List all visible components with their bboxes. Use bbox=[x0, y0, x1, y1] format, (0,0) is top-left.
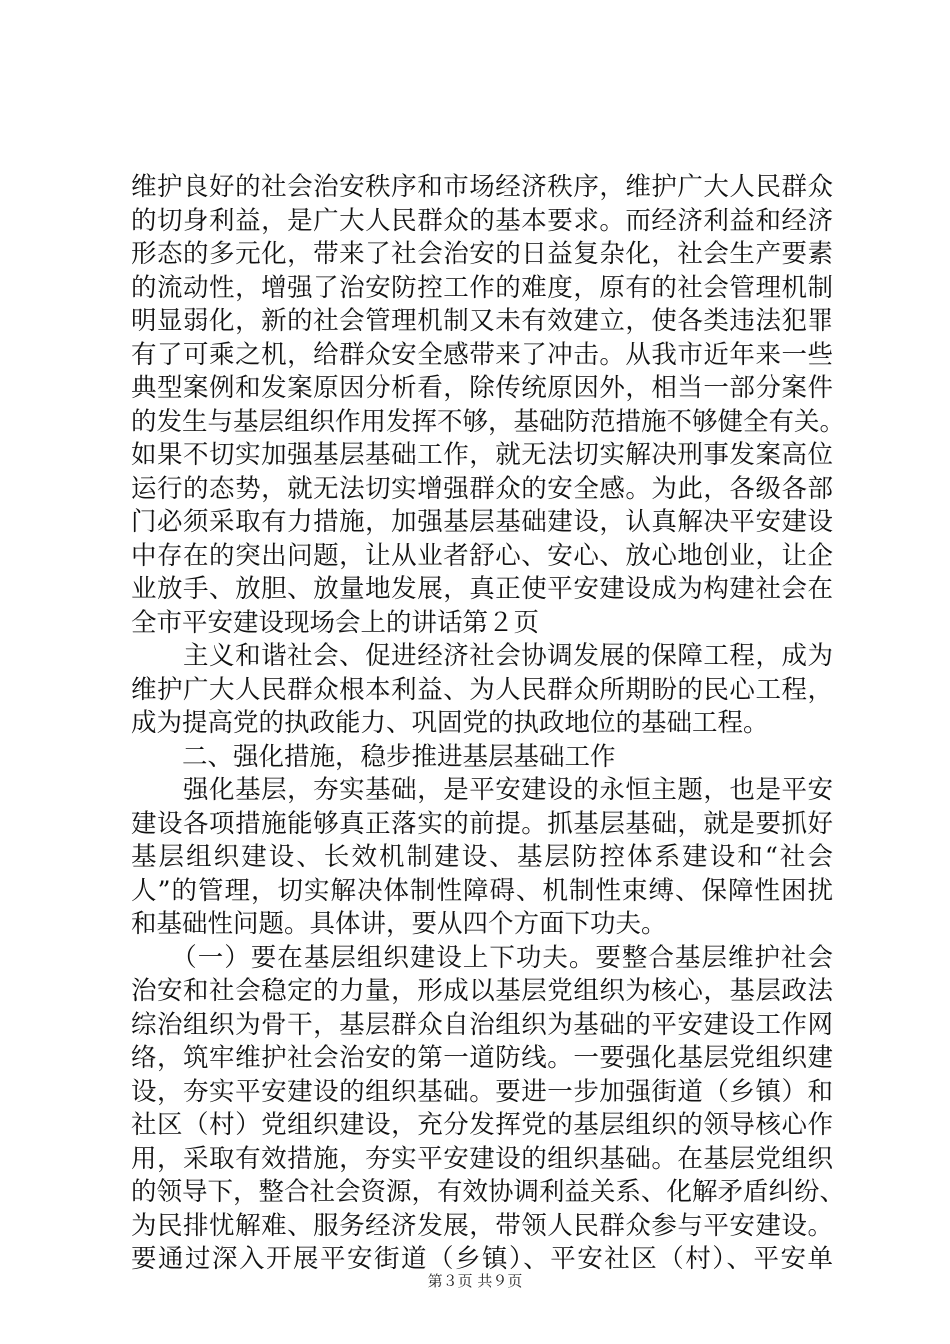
text-line: 强化基层，夯实基础，是平安建设的永恒主题，也是平安 bbox=[131, 775, 833, 805]
text-line: 业放手、放胆、放量地发展，真正使平安建设成为构建社会在 bbox=[131, 574, 833, 604]
text-line: 明显弱化，新的社会管理机制又未有效建立，使各类违法犯罪 bbox=[131, 306, 833, 336]
text-line: 有了可乘之机，给群众安全感带来了冲击。从我市近年来一些 bbox=[131, 339, 833, 370]
text-line: 形态的多元化，带来了社会治安的日益复杂化，社会生产要素 bbox=[131, 239, 833, 269]
text-line: 门必须采取有力措施，加强基层基础建设，认真解决平安建设 bbox=[131, 507, 833, 537]
text-line: 如果不切实加强基层基础工作，就无法切实解决刑事发案高位 bbox=[131, 440, 833, 470]
text-line: 治安和社会稳定的力量，形成以基层党组织为核心，基层政法 bbox=[131, 976, 833, 1006]
text-line: 全市平安建设现场会上的讲话第２页 bbox=[131, 607, 540, 638]
text-line: 运行的态势，就无法切实增强群众的安全感。为此，各级各部 bbox=[131, 473, 833, 504]
page-footer: 第３页 共９页 bbox=[427, 1272, 523, 1290]
text-line: 二、强化措施，稳步推进基层基础工作 bbox=[131, 741, 616, 772]
text-line: 主义和谐社会、促进经济社会协调发展的保障工程，成为 bbox=[131, 641, 833, 671]
text-line: 设，夯实平安建设的组织基础。要进一步加强街道（乡镇）和 bbox=[131, 1076, 833, 1107]
text-line: 为民排忧解难、服务经济发展，带领人民群众参与平安建设。 bbox=[131, 1210, 833, 1241]
text-line: 人”的管理，切实解决体制性障碍、机制性束缚、保障性困扰 bbox=[131, 875, 833, 906]
text-line: 典型案例和发案原因分析看，除传统原因外，相当一部分案件 bbox=[131, 373, 833, 403]
text-line: 社区（村）党组织建设，充分发挥党的基层组织的领导核心作 bbox=[131, 1110, 833, 1140]
text-line: 的发生与基层组织作用发挥不够，基础防范措施不够健全有关。 bbox=[131, 406, 846, 437]
text-line: 的流动性，增强了治安防控工作的难度，原有的社会管理机制 bbox=[131, 272, 833, 303]
text-line: 和基础性问题。具体讲，要从四个方面下功夫。 bbox=[131, 909, 667, 939]
text-line: 基层组织建设、长效机制建设、基层防控体系建设和“社会 bbox=[131, 842, 833, 872]
text-line: （一）要在基层组织建设上下功夫。要整合基层维护社会 bbox=[131, 942, 833, 973]
body-text bbox=[131, 171, 846, 1277]
text-line: 综治组织为骨干，基层群众自治组织为基础的平安建设工作网 bbox=[131, 1009, 833, 1040]
text-line: 的切身利益，是广大人民群众的基本要求。而经济利益和经济 bbox=[131, 205, 833, 236]
text-line: 成为提高党的执政能力、巩固党的执政地位的基础工程。 bbox=[131, 708, 769, 738]
text-line: 维护良好的社会治安秩序和市场经济秩序，维护广大人民群众 bbox=[131, 172, 833, 202]
text-line: 要通过深入开展平安街道（乡镇）、平安社区（村）、平安单 bbox=[131, 1244, 833, 1274]
text-line: 络，筑牢维护社会治安的第一道防线。一要强化基层党组织建 bbox=[131, 1043, 833, 1073]
text-line: 中存在的突出问题，让从业者舒心、安心、放心地创业，让企 bbox=[131, 540, 833, 571]
text-line: 维护广大人民群众根本利益、为人民群众所期盼的民心工程， bbox=[131, 674, 833, 705]
text-line: 用，采取有效措施，夯实平安建设的组织基础。在基层党组织 bbox=[131, 1143, 833, 1174]
text-line: 的领导下，整合社会资源，有效协调利益关系、化解矛盾纠纷、 bbox=[131, 1177, 846, 1207]
text-line: 建设各项措施能够真正落实的前提。抓基层基础，就是要抓好 bbox=[131, 808, 833, 839]
